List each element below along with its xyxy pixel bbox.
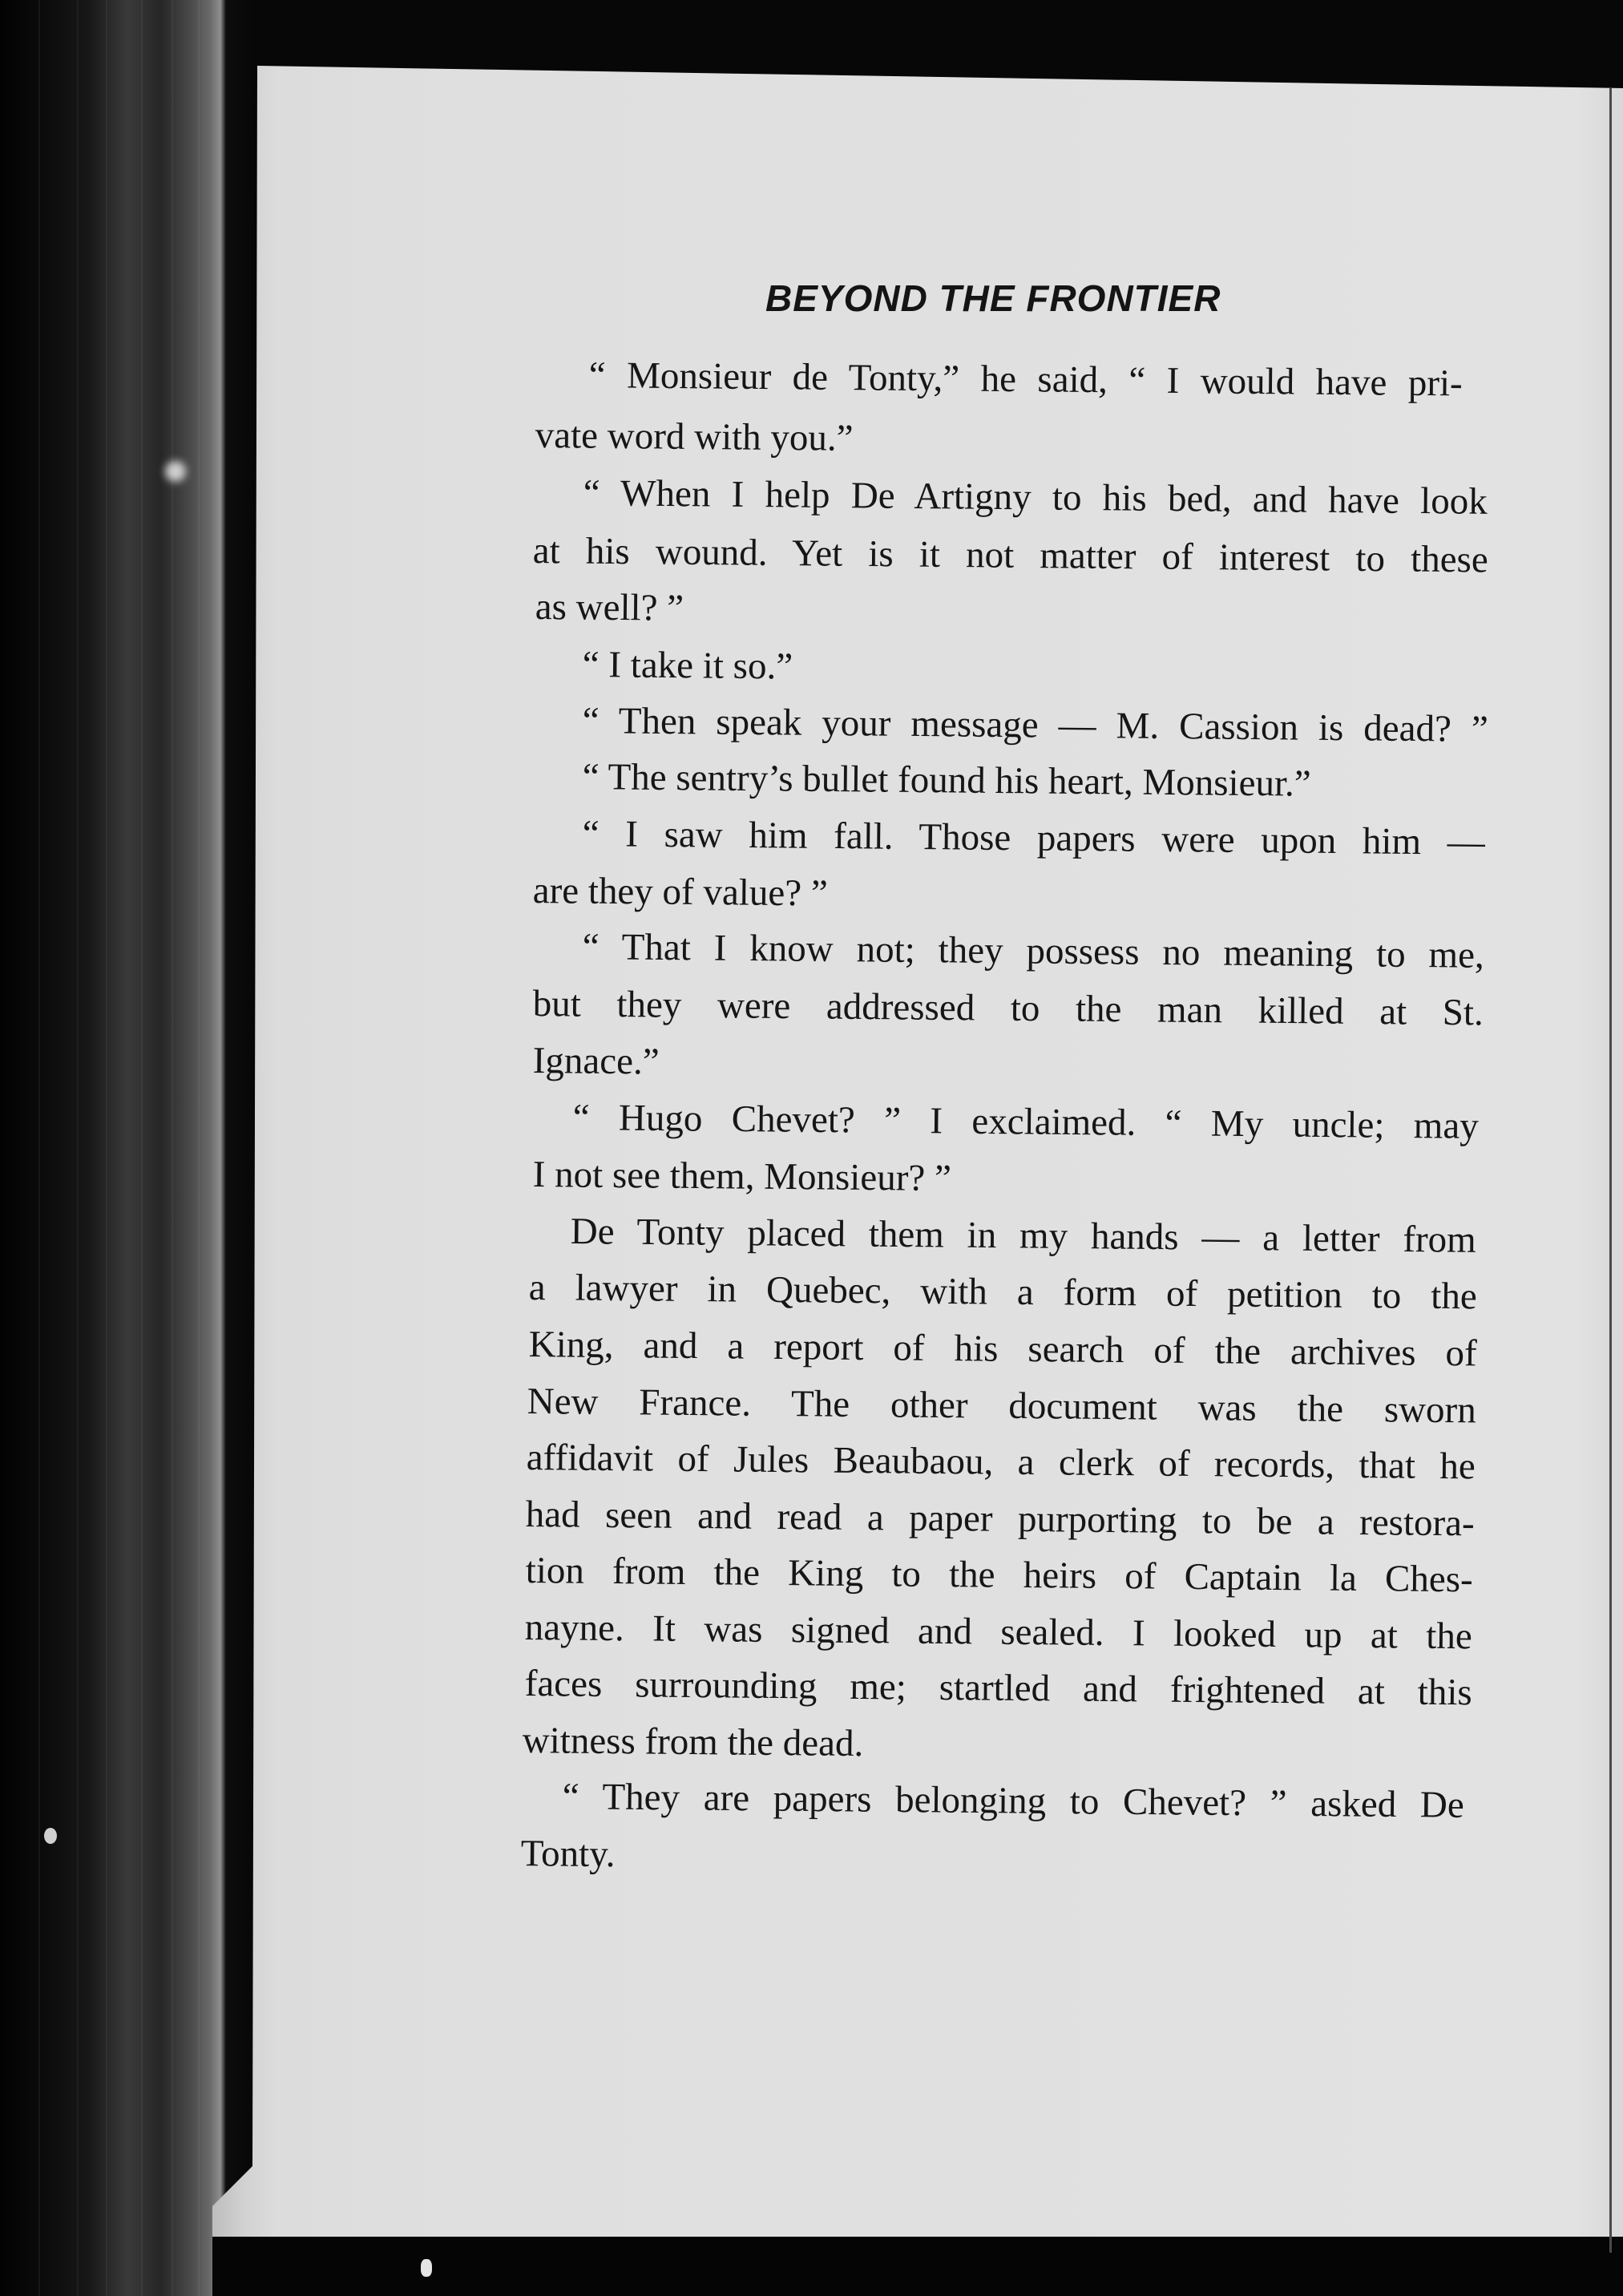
text-line: Tonty. [520, 1833, 616, 1876]
dust-speck [165, 461, 186, 482]
text-line: New France. The other document was the sworn [527, 1380, 1476, 1432]
text-line: had seen and read a paper purporting to be a restora- [525, 1494, 1475, 1545]
text-line: “ I take it so.” [582, 644, 793, 688]
text-line: “ They are papers belonging to Chevet? ” asked De [562, 1776, 1464, 1826]
text-line: witness from the dead. [522, 1720, 864, 1765]
book-binding-gutter [0, 0, 256, 2296]
dust-speck [44, 1828, 57, 1844]
text-line: “ Monsieur de Tonty,” he said, “ I would have pri- [588, 354, 1463, 405]
text-line: nayne. It was signed and sealed. I looked up at the [524, 1607, 1472, 1658]
text-line: “ That I know not; they possess no meaning to me, [582, 926, 1484, 976]
page-right-edge [1609, 88, 1612, 2253]
text-line: “ I saw him fall. Those papers were upon him — [582, 813, 1485, 863]
text-line: tion from the King to the heirs of Captain la Ches- [525, 1550, 1473, 1601]
text-line: “ The sentry’s bullet found his heart, Monsieur.” [582, 756, 1311, 805]
dust-speck [421, 2259, 432, 2277]
text-line: Ignace.” [532, 1040, 660, 1083]
text-line: “ When I help De Artigny to his bed, and have look [583, 472, 1488, 523]
text-line: King, and a report of his search of the archives of [528, 1324, 1477, 1375]
running-head: BEYOND THE FRONTIER [765, 277, 1221, 319]
text-line: vate word with you.” [535, 414, 854, 459]
text-line: but they were addressed to the man killed at St. [532, 983, 1484, 1034]
text-line: I not see them, Monsieur? ” [532, 1154, 952, 1200]
text-line: at his wound. Yet is it not matter of interest to these [532, 530, 1488, 581]
text-line: a lawyer in Quebec, with a form of petition to the [528, 1267, 1477, 1318]
text-line: faces surrounding me; startled and frightened at this [524, 1663, 1472, 1714]
text-line: “ Then speak your message — M. Cassion is dead? ” [582, 700, 1488, 750]
text-line: affidavit of Jules Beaubaou, a clerk of records, that he [526, 1437, 1476, 1488]
text-line: “ Hugo Chevet? ” I exclaimed. “ My uncle; may [572, 1097, 1479, 1147]
text-line: as well? ” [535, 586, 684, 629]
text-line: De Tonty placed them in my hands — a letter from [570, 1211, 1476, 1261]
text-line: are they of value? ” [532, 870, 828, 915]
